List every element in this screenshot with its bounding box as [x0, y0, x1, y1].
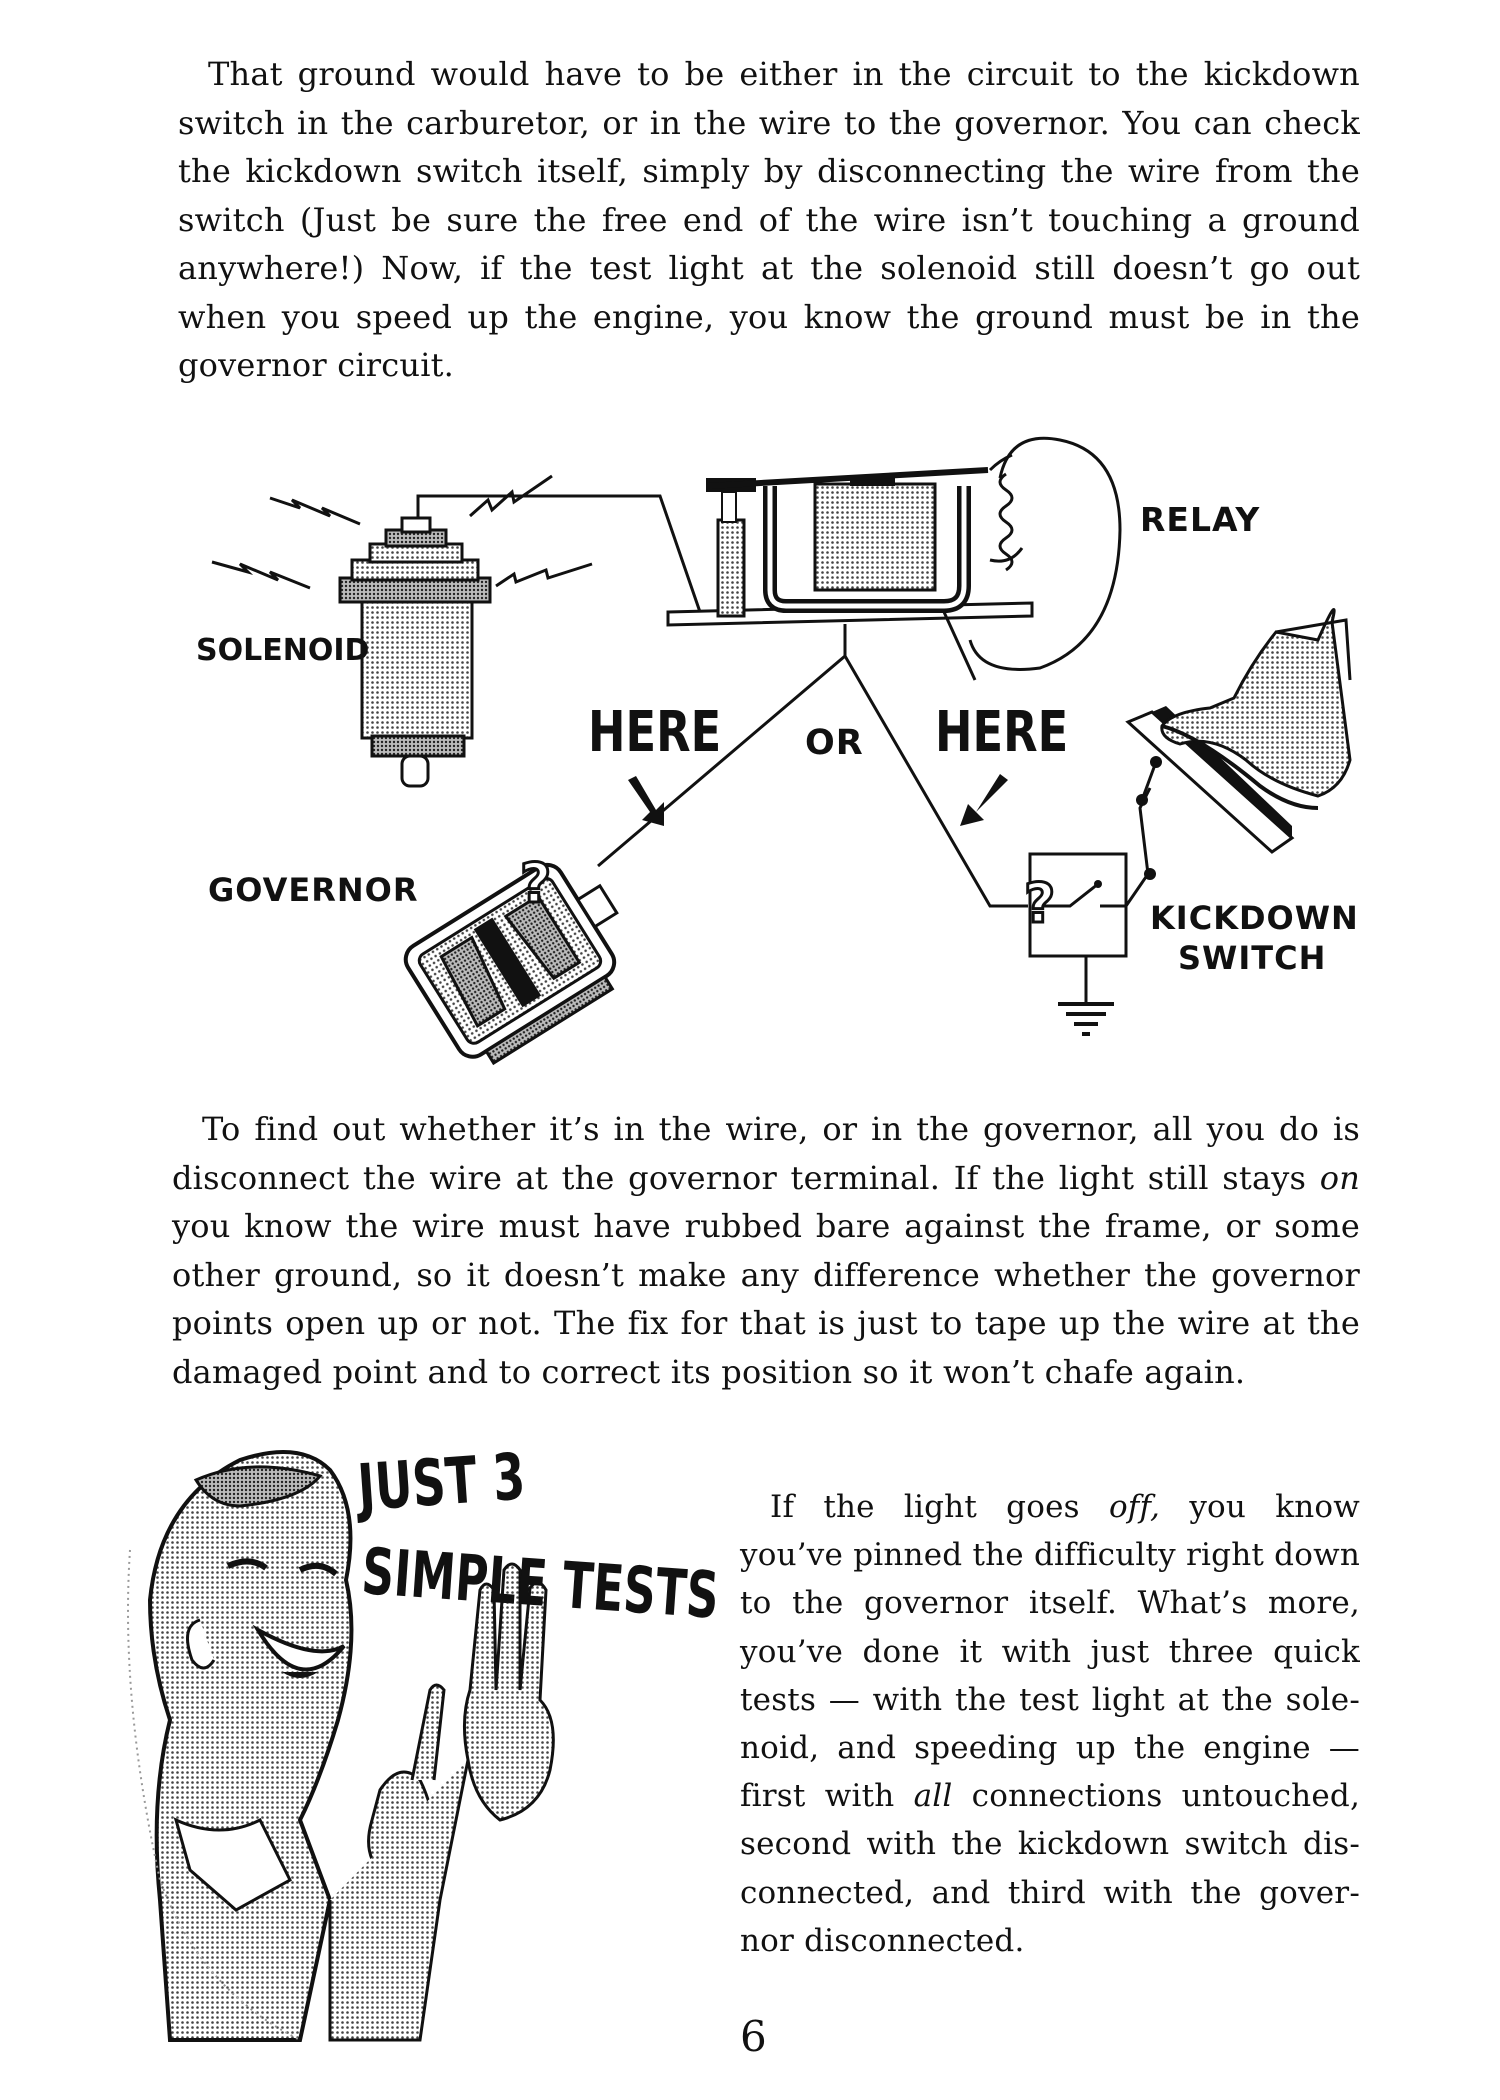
- text-line: second with the kickdown switch dis-: [740, 1826, 1360, 1863]
- kickdown-switch-label: [1150, 898, 1359, 978]
- text-line: first with all connections untouched,: [740, 1778, 1360, 1815]
- governor-question-mark: ?: [520, 852, 552, 915]
- text-line: damaged point and to correct its position so it won’t chafe again.: [172, 1352, 1246, 1391]
- cartoon-caption-line1: JUST 3: [355, 1440, 528, 1526]
- text-line: when you speed up the engine, you know the ground must be in the: [178, 297, 1360, 336]
- text-line: you’ve pinned the difficulty right down: [740, 1537, 1360, 1574]
- emphasis-off: off,: [1108, 1489, 1161, 1525]
- kickdown-question-mark: ?: [1024, 872, 1056, 935]
- text-line: governor circuit.: [178, 346, 455, 384]
- kickdown-label-line1: KICKDOWN: [1150, 899, 1359, 937]
- text-line: to the governor itself. What’s more,: [740, 1585, 1360, 1622]
- text-line: switch (Just be sure the free end of the wire isn’t touching a ground: [178, 200, 1360, 239]
- or-label: OR: [805, 723, 864, 763]
- text-line: That ground would have to be either in the circuit to the kickdown: [208, 55, 1360, 93]
- here-label-right: HERE: [935, 700, 1069, 765]
- text-line: If the light goes off, you know: [770, 1489, 1360, 1525]
- paragraph-wire-or-governor: [172, 1105, 1360, 1396]
- relay-label: RELAY: [1140, 500, 1261, 539]
- text-line: switch in the carburetor, or in the wire to the governor. You can check: [178, 103, 1360, 142]
- accelerator-pedal-foot: [1128, 610, 1350, 852]
- text-line: disconnect the wire at the governor terminal. If the light still stays on: [172, 1158, 1361, 1197]
- text-line: tests — with the test light at the sole-: [740, 1681, 1360, 1718]
- text-line: To find out whether it’s in the wire, or in the governor, all you do is: [202, 1110, 1360, 1148]
- relay: [668, 438, 1120, 669]
- page-number: 6: [740, 2012, 767, 2061]
- arrow-left-icon: [628, 776, 664, 826]
- text-line: other ground, so it doesn’t make any difference whether the governor: [172, 1255, 1360, 1294]
- cartoon-man-illustration: [128, 1452, 553, 2040]
- governor-label: GOVERNOR: [208, 871, 419, 909]
- text-line: points open up or not. The fix for that is just to tape up the wire at the: [172, 1304, 1360, 1342]
- text-line: the kickdown switch itself, simply by disconnecting the wire from the: [178, 152, 1360, 190]
- here-label-left: HERE: [588, 700, 722, 765]
- text-line: you’ve done it with just three quick: [740, 1633, 1360, 1670]
- text-line: anywhere!) Now, if the test light at the solenoid still doesn’t go out: [178, 249, 1360, 287]
- text-line: you know the wire must have rubbed bare against the frame, or some: [172, 1207, 1360, 1245]
- kickdown-label-line2: SWITCH: [1178, 939, 1327, 977]
- text-line: connected, and third with the gover-: [740, 1874, 1360, 1911]
- paragraph-three-tests: [740, 1483, 1360, 1965]
- emphasis-on: on: [1319, 1158, 1361, 1197]
- emphasis-all: all: [913, 1778, 953, 1815]
- cartoon-caption-line2: SIMPLE TESTS: [359, 1535, 722, 1634]
- arrow-right-icon: [960, 774, 1008, 826]
- solenoid-label: SOLENOID: [196, 633, 370, 668]
- text-line: noid, and speeding up the engine —: [740, 1730, 1360, 1767]
- text-line: nor disconnected.: [740, 1922, 1025, 1959]
